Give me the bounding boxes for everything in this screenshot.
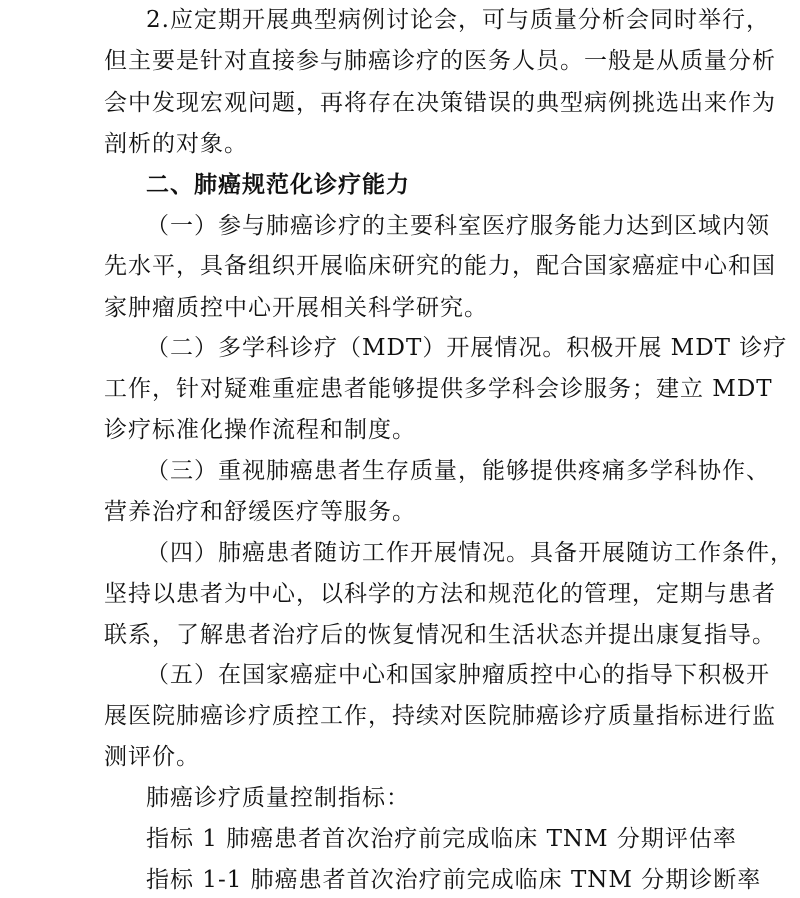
- paragraph-line-14: （四）肺癌患者随访工作开展情况。具备开展随访工作条件，: [146, 540, 794, 566]
- paragraph-line-7: 先水平，具备组织开展临床研究的能力，配合国家癌症中心和国: [104, 253, 776, 279]
- indicator-item-1: 指标 1 肺癌患者首次治疗前完成临床 TNM 分期评估率: [146, 826, 737, 852]
- paragraph-line-9: （二）多学科诊疗（MDT）开展情况。积极开展 MDT 诊疗: [146, 335, 788, 361]
- paragraph-line-18: 展医院肺癌诊疗质控工作，持续对医院肺癌诊疗质量指标进行监: [104, 703, 776, 729]
- paragraph-line-13: 营养治疗和舒缓医疗等服务。: [104, 499, 416, 525]
- indicator-list-title: 肺癌诊疗质量控制指标：: [146, 785, 410, 811]
- paragraph-line-12: （三）重视肺癌患者生存质量，能够提供疼痛多学科协作、: [146, 458, 770, 484]
- paragraph-line-2: 但主要是针对直接参与肺癌诊疗的医务人员。一般是从质量分析: [104, 48, 776, 74]
- indicator-item-1-1: 指标 1-1 肺癌患者首次治疗前完成临床 TNM 分期诊断率: [146, 867, 762, 893]
- paragraph-line-17: （五）在国家癌症中心和国家肿瘤质控中心的指导下积极开: [146, 662, 770, 688]
- paragraph-line-8: 家肿瘤质控中心开展相关科学研究。: [104, 295, 488, 321]
- paragraph-line-11: 诊疗标准化操作流程和制度。: [104, 417, 416, 443]
- paragraph-line-3: 会中发现宏观问题，再将存在决策错误的典型病例挑选出来作为: [104, 90, 776, 116]
- section-heading: 二、肺癌规范化诊疗能力: [146, 172, 410, 198]
- paragraph-line-4: 剖析的对象。: [104, 131, 248, 157]
- paragraph-line-6: （一）参与肺癌诊疗的主要科室医疗服务能力达到区域内领: [146, 213, 770, 239]
- paragraph-line-10: 工作，针对疑难重症患者能够提供多学科会诊服务；建立 MDT: [104, 376, 773, 402]
- paragraph-line-19: 测评价。: [104, 744, 200, 770]
- paragraph-line-1: 2.应定期开展典型病例讨论会，可与质量分析会同时举行，: [146, 7, 770, 33]
- paragraph-line-15: 坚持以患者为中心，以科学的方法和规范化的管理，定期与患者: [104, 581, 776, 607]
- paragraph-line-16: 联系，了解患者治疗后的恢复情况和生活状态并提出康复指导。: [104, 622, 776, 648]
